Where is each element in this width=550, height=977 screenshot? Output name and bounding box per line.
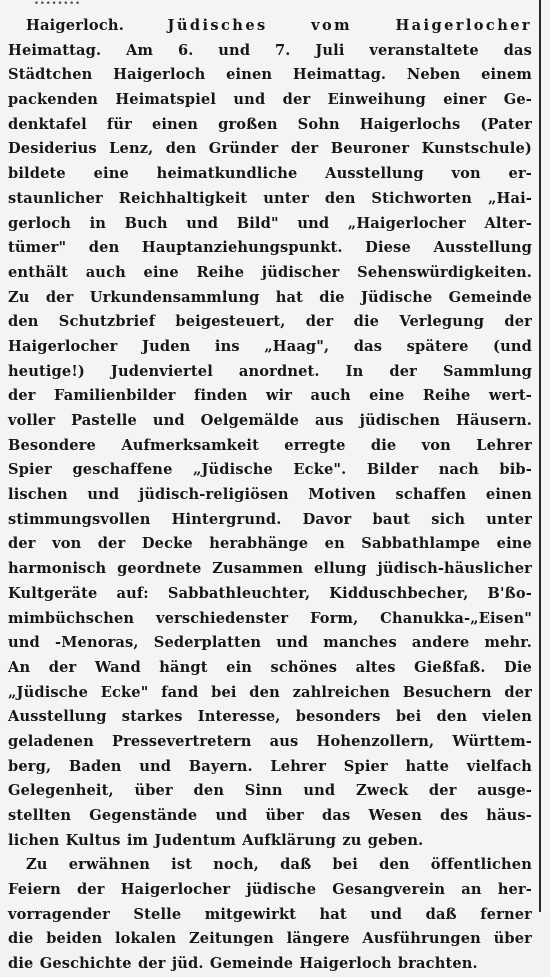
article-line-35: Zu erwähnen ist noch, daß bei den öffentlichen <box>26 856 532 874</box>
article-line-1 <box>8 14 532 39</box>
article-line-24: Kultgeräte auf: Sabbathleuchter, Kidduschbecher, B'ßo- <box>8 584 532 602</box>
article-line-37: vorragender Stelle mitgewirkt hat und daß ferner <box>8 905 532 923</box>
column-rule <box>539 0 541 912</box>
article-line-33: stellten Gegenstände und über das Wesen des häus- <box>8 807 532 824</box>
article-line-29: Ausstellung starkes Interesse, besonders bei den vielen <box>8 708 532 726</box>
article-line-15: heutige!) Judenviertel anordnet. In der Sammlung <box>8 362 532 380</box>
place-dateline: Haigerloch. <box>26 17 125 34</box>
article-line-6: Desiderius Lenz, den Gründer der Beuroner Kunstschule) <box>8 140 532 158</box>
article-line-30: geladenen Pressevertretern aus Hohenzollern, Württem- <box>8 732 532 750</box>
article-line-38: die beiden lokalen Zeitungen längere Ausführungen über <box>8 930 532 948</box>
article-line-9: gerloch in Buch und Bild" und „Haigerlocher Alter- <box>8 214 532 232</box>
article-line-34: lichen Kultus im Judentum Aufklärung zu geben. <box>8 831 424 849</box>
article-line-22: der von der Decke herabhänge en Sabbathlampe eine <box>8 535 532 553</box>
article-line-13: den Schutzbrief beigesteuert, der die Verlegung der <box>8 313 532 331</box>
article-line-25: mimbüchschen verschiedenster Form, Chanukka-„Eisen" <box>8 609 532 627</box>
article-heading-start: Jüdisches vom Haigerlocher <box>167 17 532 34</box>
article-column <box>8 14 532 977</box>
article-line-26: und -Menoras, Sederplatten und manches andere mehr. <box>8 634 532 652</box>
article-line-36: Feiern der Haigerlocher jüdische Gesangverein an her- <box>8 881 532 899</box>
article-line-16: der Familienbilder finden wir auch eine Reihe wert- <box>8 387 532 405</box>
article-line-27: An der Wand hängt ein schönes altes Gießfaß. Die <box>8 658 532 676</box>
article-line-39: die Geschichte der jüd. Gemeinde Haigerloch brachten. <box>8 955 478 973</box>
article-line-10: tümer" den Hauptanziehungspunkt. Diese Ausstellung <box>8 239 532 257</box>
article-line-21: stimmungsvollen Hintergrund. Davor baut sich unter <box>8 510 532 528</box>
article-line-8: staunlicher Reichhaltigkeit unter den Stichworten „Hai- <box>8 189 532 207</box>
cut-off-previous-line: ........ <box>34 0 81 8</box>
article-line-18: Besondere Aufmerksamkeit erregte die von Lehrer <box>8 436 532 454</box>
article-line-32: Gelegenheit, über den Sinn und Zweck der ausge- <box>8 782 532 800</box>
article-line-31: berg, Baden und Bayern. Lehrer Spier hatte vielfach <box>8 757 532 775</box>
article-line-2: Heimattag. Am 6. und 7. Juli veranstaltete das <box>8 41 532 59</box>
article-line-20: lischen und jüdisch-religiösen Motiven schaffen einen <box>8 486 532 504</box>
article-line-5: denktafel für einen großen Sohn Haigerlochs (Pater <box>8 115 532 133</box>
article-line-3: Städtchen Haigerloch einen Heimattag. Neben einem <box>8 66 532 84</box>
article-line-17: voller Pastelle und Oelgemälde aus jüdischen Häusern. <box>8 412 532 429</box>
article-line-14: Haigerlocher Juden ins „Haag", das spätere (und <box>8 337 532 355</box>
article-line-19: Spier geschaffene „Jüdische Ecke". Bilder nach bib- <box>8 461 532 479</box>
article-line-7: bildete eine heimatkundliche Ausstellung von er- <box>8 165 532 183</box>
article-line-4: packenden Heimatspiel und der Einweihung einer Ge- <box>8 91 532 109</box>
article-line-23: harmonisch geordnete Zusammen ellung jüdisch-häuslicher <box>8 560 532 578</box>
article-line-11: enthält auch eine Reihe jüdischer Sehenswürdigkeiten. <box>8 263 532 281</box>
article-line-12: Zu der Urkundensammlung hat die Jüdische Gemeinde <box>8 288 532 306</box>
article-line-28: „Jüdische Ecke" fand bei den zahlreichen Besuchern der <box>8 683 532 701</box>
